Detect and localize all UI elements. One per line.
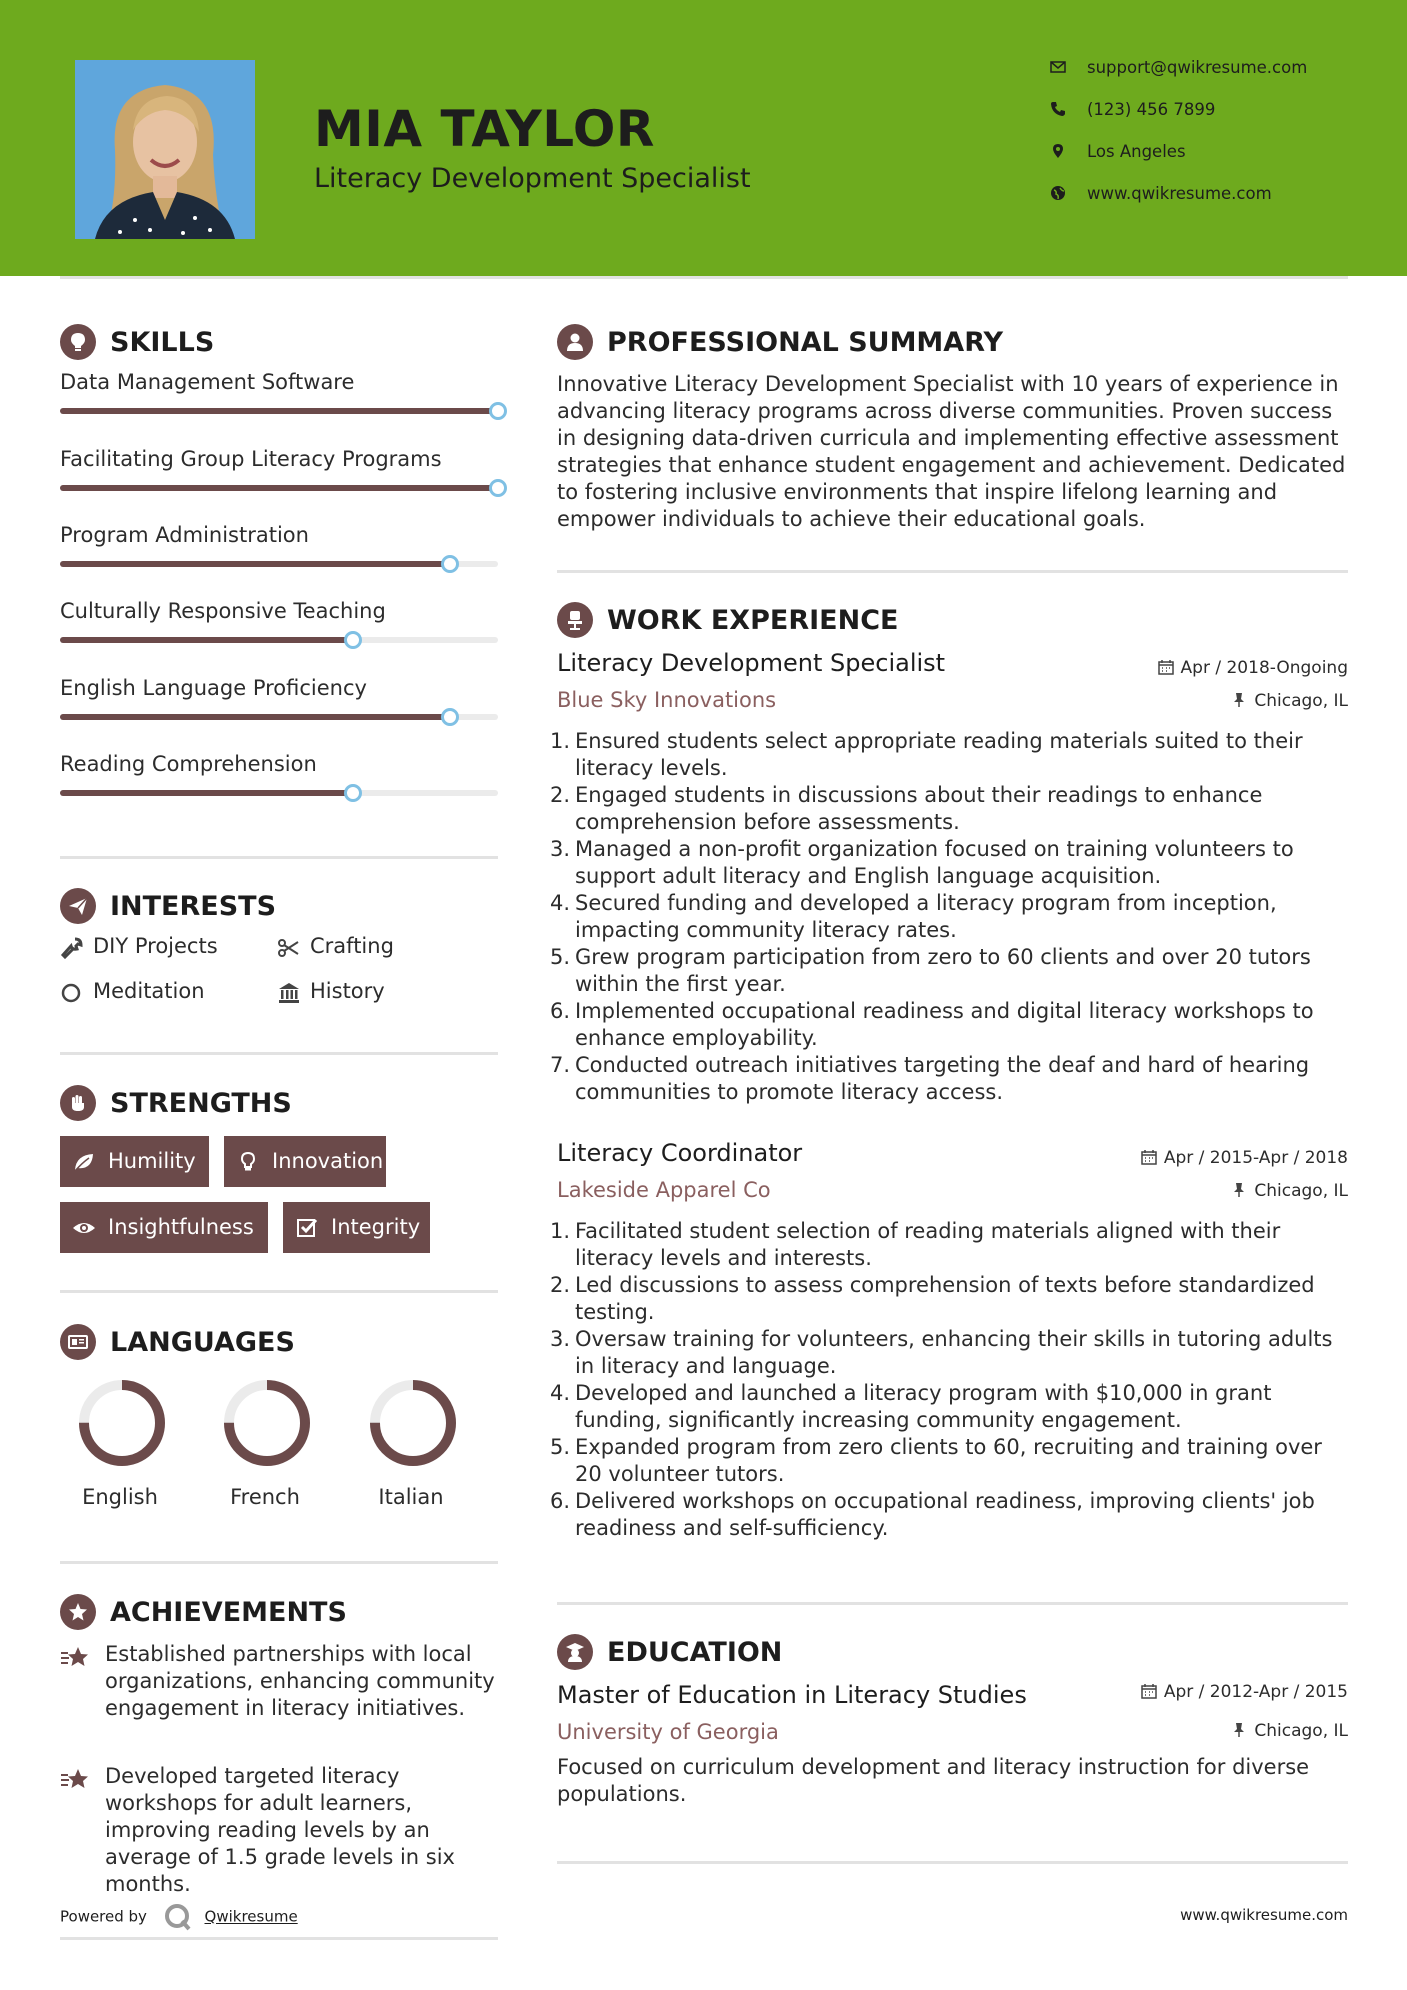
education-description: Focused on curriculum development and literacy instruction for diverse populations. bbox=[557, 1755, 1310, 1806]
job-bullet: 1. Facilitated student selection of reading materials aligned with their literacy levels and interests. bbox=[550, 1219, 1281, 1270]
job-bullet-text: Grew program participation from zero to 60 clients and over 20 tutors within the first year. bbox=[575, 945, 1311, 996]
user-icon bbox=[557, 324, 593, 360]
skill-label: Reading Comprehension bbox=[60, 752, 317, 776]
calendar-icon bbox=[1158, 659, 1174, 675]
skill-bar-fill bbox=[60, 790, 353, 796]
job-bullet: 1. Ensured students select appropriate reading materials suited to their literacy levels. bbox=[550, 729, 1303, 780]
section-divider bbox=[60, 1937, 498, 1940]
qwikresume-logo-icon bbox=[164, 1903, 192, 1931]
job-bullet-text: Facilitated student selection of reading materials aligned with their literacy levels and interests. bbox=[575, 1219, 1281, 1270]
skill-label: Facilitating Group Literacy Programs bbox=[60, 447, 442, 471]
skill-bar bbox=[60, 561, 498, 567]
header-divider bbox=[60, 276, 1348, 279]
graduate-icon bbox=[557, 1634, 593, 1670]
job-location bbox=[1231, 691, 1348, 711]
job-bullet: 3. Oversaw training for volunteers, enhancing their skills in tutoring adults in literacy and language. bbox=[550, 1327, 1333, 1378]
strength-tag bbox=[60, 1202, 268, 1253]
job-bullet: 6. Delivered workshops on occupational readiness, improving clients' job readiness and self-sufficiency. bbox=[550, 1489, 1315, 1540]
language-label: French bbox=[230, 1485, 300, 1509]
map-pin-icon bbox=[1050, 143, 1066, 159]
skill-item bbox=[60, 752, 498, 776]
achievement-text: Developed targeted literacy workshops for adult learners, improving reading levels by an average of 1.5 grade levels in six months. bbox=[105, 1764, 455, 1896]
section-divider bbox=[60, 1290, 498, 1293]
job-bullet-text: Engaged students in discussions about their readings to enhance comprehension before assessments. bbox=[575, 783, 1263, 834]
job-bullet-text: Ensured students select appropriate reading materials suited to their literacy levels. bbox=[575, 729, 1303, 780]
job-bullet-text: Implemented occupational readiness and digital literacy workshops to enhance employability. bbox=[575, 999, 1314, 1050]
globe-icon bbox=[1050, 185, 1066, 201]
skill-bar-fill bbox=[60, 561, 450, 567]
job-location-text: Chicago, IL bbox=[1254, 1181, 1348, 1201]
skill-item bbox=[60, 676, 498, 700]
language-ring bbox=[221, 1377, 313, 1469]
strength-label: Insightfulness bbox=[108, 1215, 254, 1239]
job-bullet-text: Expanded program from zero clients to 60, recruiting and training over 20 volunteer tutors. bbox=[575, 1435, 1322, 1486]
interest-label: Crafting bbox=[310, 934, 394, 958]
achievements-title: ACHIEVEMENTS bbox=[110, 1597, 347, 1628]
job-bullet: 4. Developed and launched a literacy program with $10,000 in grant funding, significantly increasing community engagement. bbox=[550, 1381, 1272, 1432]
skill-bar-knob bbox=[344, 784, 362, 802]
bank-icon bbox=[277, 981, 301, 1005]
skill-bar bbox=[60, 790, 498, 796]
job-dates bbox=[1141, 1148, 1348, 1168]
skill-bar-knob bbox=[441, 555, 459, 573]
powered-by-text: Powered by bbox=[60, 1907, 147, 1926]
job-bullet: 2. Led discussions to assess comprehension of texts before standardized testing. bbox=[550, 1273, 1315, 1324]
skill-bar-knob bbox=[441, 708, 459, 726]
job-company: Blue Sky Innovations bbox=[557, 688, 777, 712]
skill-label: Data Management Software bbox=[60, 370, 355, 394]
strength-label: Humility bbox=[108, 1149, 196, 1173]
experience-title: WORK EXPERIENCE bbox=[607, 605, 899, 636]
qwikresume-link[interactable]: Qwikresume bbox=[204, 1907, 298, 1926]
strengths-title: STRENGTHS bbox=[110, 1088, 292, 1119]
contact-website-text: www.qwikresume.com bbox=[1087, 184, 1272, 203]
interest-label: DIY Projects bbox=[93, 934, 218, 958]
job-bullet-text: Secured funding and developed a literacy program from inception, impacting community literacy rates. bbox=[575, 891, 1277, 942]
strength-tag bbox=[60, 1136, 209, 1187]
skill-label: Program Administration bbox=[60, 523, 309, 547]
job-bullet-text: Led discussions to assess comprehension of texts before standardized testing. bbox=[575, 1273, 1315, 1324]
contact-phone-text: (123) 456 7899 bbox=[1087, 100, 1216, 119]
education-dates-text: Apr / 2012-Apr / 2015 bbox=[1163, 1682, 1348, 1702]
job-title: Literacy Development Specialist bbox=[557, 649, 946, 677]
pushpin-icon bbox=[1231, 1722, 1247, 1738]
language-ring bbox=[76, 1377, 168, 1469]
degree-title: Master of Education in Literacy Studies bbox=[557, 1681, 1027, 1709]
profile-photo bbox=[75, 60, 255, 239]
job-bullet-text: Conducted outreach initiatives targeting the deaf and hard of hearing communities to promote literacy access. bbox=[575, 1053, 1310, 1104]
strength-label: Integrity bbox=[331, 1215, 421, 1239]
skill-bar-fill bbox=[60, 408, 498, 414]
job-bullet: 6. Implemented occupational readiness and digital literacy workshops to enhance employability. bbox=[550, 999, 1314, 1050]
interests-title: INTERESTS bbox=[110, 891, 277, 922]
job-dates bbox=[1158, 658, 1348, 678]
pushpin-icon bbox=[1231, 692, 1247, 708]
language-label: English bbox=[82, 1485, 158, 1509]
education-title: EDUCATION bbox=[607, 1637, 783, 1668]
skill-bar-knob bbox=[344, 631, 362, 649]
job-bullet: 7. Conducted outreach initiatives targeting the deaf and hard of hearing communities to promote literacy access. bbox=[550, 1053, 1310, 1104]
check-square-icon bbox=[295, 1216, 319, 1240]
lightbulb-icon bbox=[60, 324, 96, 360]
skill-item bbox=[60, 370, 498, 394]
phone-icon bbox=[1050, 101, 1066, 117]
leaf-icon bbox=[72, 1150, 96, 1174]
education-dates bbox=[1141, 1682, 1348, 1702]
star-icon bbox=[60, 1645, 92, 1671]
job-bullet: 5. Grew program participation from zero to 60 clients and over 20 tutors within the first year. bbox=[550, 945, 1311, 996]
header-banner bbox=[0, 0, 1407, 276]
skill-bar-knob bbox=[489, 479, 507, 497]
job-title: Literacy Coordinator bbox=[557, 1139, 803, 1167]
skill-bar bbox=[60, 637, 498, 643]
calendar-icon bbox=[1141, 1149, 1157, 1165]
job-bullet-text: Delivered workshops on occupational readiness, improving clients' job readiness and self-sufficiency. bbox=[575, 1489, 1315, 1540]
skill-bar bbox=[60, 485, 498, 491]
job-bullets bbox=[550, 1218, 1350, 1542]
section-divider bbox=[60, 1052, 498, 1055]
candidate-title: Literacy Development Specialist bbox=[314, 163, 751, 194]
interest-label: History bbox=[310, 979, 385, 1003]
skills-title: SKILLS bbox=[110, 327, 215, 358]
job-location bbox=[1231, 1181, 1348, 1201]
section-divider bbox=[60, 856, 498, 859]
skill-item bbox=[60, 523, 498, 547]
footer-url[interactable]: www.qwikresume.com bbox=[1180, 1906, 1348, 1924]
circle-icon bbox=[60, 981, 84, 1005]
calendar-icon bbox=[1141, 1683, 1157, 1699]
job-company: Lakeside Apparel Co bbox=[557, 1178, 771, 1202]
education-location-text: Chicago, IL bbox=[1254, 1721, 1348, 1741]
envelope-icon bbox=[1050, 59, 1066, 75]
skill-item bbox=[60, 599, 498, 623]
contact-email-text: support@qwikresume.com bbox=[1087, 58, 1308, 77]
raised-fist-icon bbox=[60, 1085, 96, 1121]
scissors-icon bbox=[277, 936, 301, 960]
strength-label: Innovation bbox=[272, 1149, 384, 1173]
section-divider bbox=[557, 1602, 1348, 1605]
skill-bar bbox=[60, 408, 498, 414]
paper-plane-icon bbox=[60, 888, 96, 924]
skill-label: Culturally Responsive Teaching bbox=[60, 599, 386, 623]
languages-title: LANGUAGES bbox=[110, 1327, 295, 1358]
school-name: University of Georgia bbox=[557, 1720, 779, 1744]
skill-item bbox=[60, 447, 498, 471]
star-badge-icon bbox=[60, 1594, 96, 1630]
office-chair-icon bbox=[557, 602, 593, 638]
section-divider bbox=[60, 1561, 498, 1564]
contact-location-text: Los Angeles bbox=[1087, 142, 1186, 161]
candidate-name: MIA TAYLOR bbox=[314, 100, 655, 158]
summary-title: PROFESSIONAL SUMMARY bbox=[607, 327, 1004, 358]
achievement-text: Established partnerships with local organizations, enhancing community engagement in literacy initiatives. bbox=[105, 1642, 495, 1720]
education-location bbox=[1231, 1721, 1348, 1741]
skill-bar-fill bbox=[60, 485, 498, 491]
job-bullets bbox=[550, 728, 1350, 1106]
job-dates-text: Apr / 2015-Apr / 2018 bbox=[1163, 1148, 1348, 1168]
star-icon bbox=[60, 1767, 92, 1793]
job-bullet-text: Developed and launched a literacy program with $10,000 in grant funding, significantly increasing community engagement. bbox=[575, 1381, 1272, 1432]
eye-icon bbox=[72, 1216, 96, 1240]
skill-bar-fill bbox=[60, 714, 450, 720]
job-bullet-text: Oversaw training for volunteers, enhancing their skills in tutoring adults in literacy and language. bbox=[575, 1327, 1333, 1378]
strength-tag bbox=[283, 1202, 430, 1253]
summary-text: Innovative Literacy Development Specialist with 10 years of experience in advancing literacy programs across diverse communities. Proven success in designing data-driven curricula and implementing effective assessment strategies that enhance student engagement and achievement. Dedicated to fostering inclusive environments that inspire lifelong learning and empower individuals to achieve their educational goals. bbox=[557, 372, 1346, 531]
job-bullet: 4. Secured funding and developed a literacy program from inception, impacting community literacy rates. bbox=[550, 891, 1277, 942]
skill-label: English Language Proficiency bbox=[60, 676, 367, 700]
lightbulb-icon bbox=[236, 1150, 260, 1174]
job-bullet-text: Managed a non-profit organization focused on training volunteers to support adult literacy and English language acquisition. bbox=[575, 837, 1294, 888]
job-dates-text: Apr / 2018-Ongoing bbox=[1180, 658, 1348, 678]
wrench-icon bbox=[60, 936, 84, 960]
skill-bar-fill bbox=[60, 637, 353, 643]
footer-powered-by bbox=[60, 1903, 298, 1931]
section-divider bbox=[557, 570, 1348, 573]
section-divider bbox=[557, 1861, 1348, 1864]
job-bullet: 3. Managed a non-profit organization focused on training volunteers to support adult literacy and English language acquisition. bbox=[550, 837, 1294, 888]
strength-tag bbox=[224, 1136, 386, 1187]
interest-label: Meditation bbox=[93, 979, 205, 1003]
pushpin-icon bbox=[1231, 1182, 1247, 1198]
job-bullet: 5. Expanded program from zero clients to 60, recruiting and training over 20 volunteer tutors. bbox=[550, 1435, 1322, 1486]
skill-bar-knob bbox=[489, 402, 507, 420]
id-card-icon bbox=[60, 1324, 96, 1360]
job-bullet: 2. Engaged students in discussions about their readings to enhance comprehension before assessments. bbox=[550, 783, 1263, 834]
skill-bar bbox=[60, 714, 498, 720]
language-ring bbox=[367, 1377, 459, 1469]
language-label: Italian bbox=[378, 1485, 444, 1509]
job-location-text: Chicago, IL bbox=[1254, 691, 1348, 711]
